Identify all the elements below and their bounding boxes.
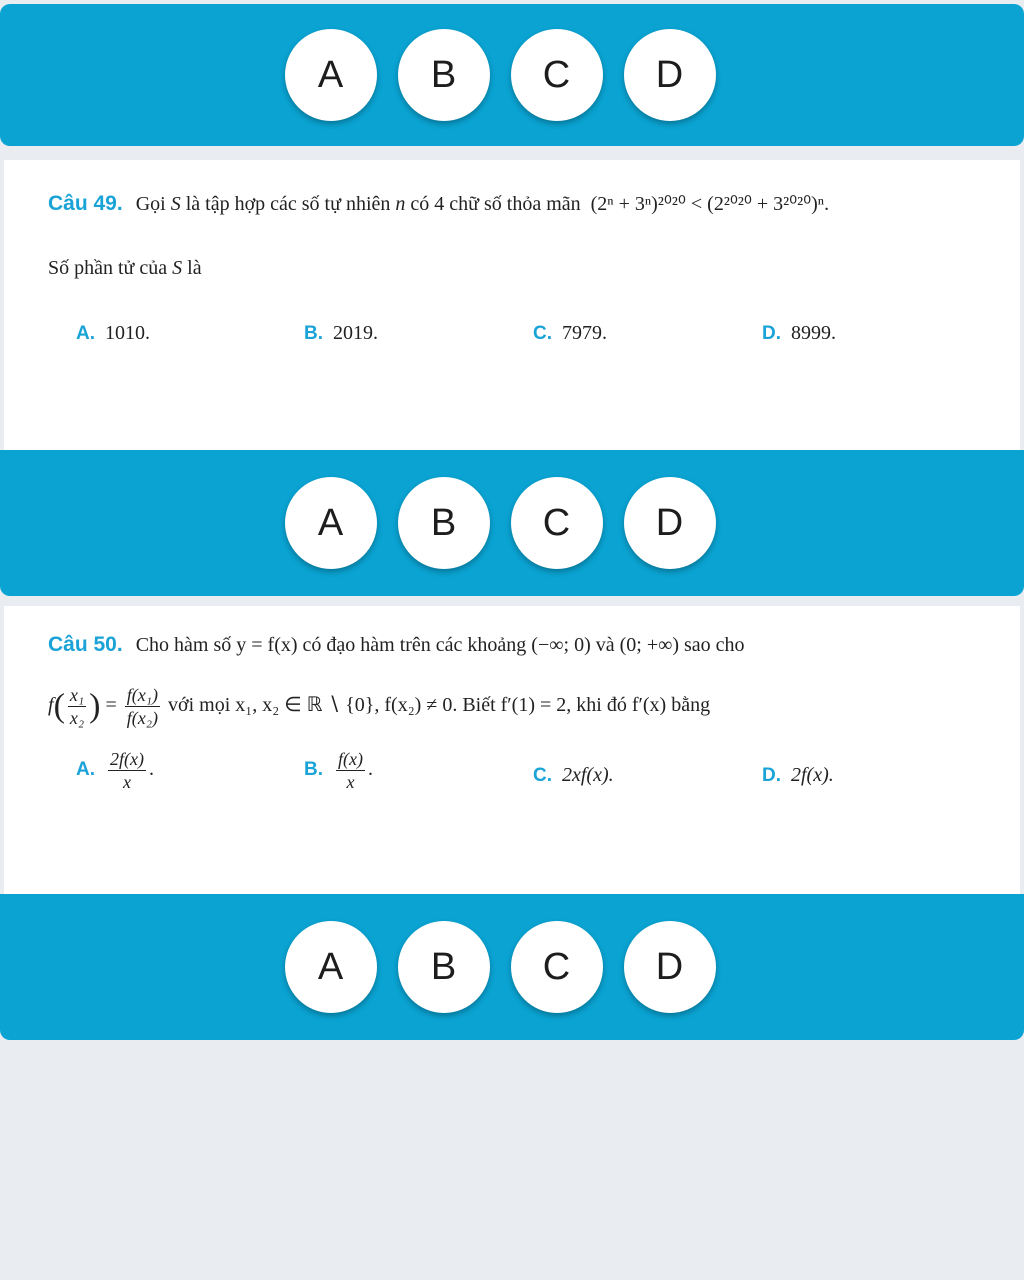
option-label: B. [304,759,323,781]
choice-b-button[interactable]: B [398,477,490,569]
option-label: C. [533,323,552,344]
choice-c-button[interactable]: C [511,477,603,569]
option-b [304,322,378,345]
math-var: S [170,193,181,215]
option-label: D. [762,765,781,786]
question-text: Cho hàm số y = f(x) có đạo hàm trên các khoảng (−∞; 0) và (0; +∞) sao cho [135,634,745,656]
option-value: 8999. [791,322,836,344]
option-label: A. [76,323,95,344]
choice-d-button[interactable]: D [624,29,716,121]
question-text: có 4 chữ số thỏa mãn [410,193,581,215]
question-number: Câu 49. [48,192,123,215]
math-sign: < [690,193,703,215]
option-b: B. $\frac{f(x)}{x}$ . [304,749,373,792]
choice-b-button[interactable]: B [398,921,490,1013]
math-var: S [172,257,183,279]
option-value: 2019. [333,322,378,344]
answer-band-2 [0,450,1024,596]
math-var: n [395,193,406,215]
answer-band-1 [0,4,1024,146]
option-label: C. [533,765,552,786]
question-number: Câu 50. [48,633,123,656]
choice-c-button[interactable]: C [511,29,603,121]
choice-b-button[interactable]: B [398,29,490,121]
choice-d-button[interactable]: D [624,921,716,1013]
question-text: là [187,257,202,279]
question-text: Gọi [135,193,166,215]
option-label: D. [762,323,781,344]
question-49-line-1 [48,191,829,216]
option-c [533,322,607,345]
choice-a-button[interactable]: A [285,921,377,1013]
math-fraction: $\frac{2f(x)}{x}$ [110,749,144,792]
math-fraction: $\frac{\text{f(x₁)}}{\text{f(x₂)}}$ [126,685,158,728]
option-a: A. $\frac{2f(x)}{x}$ . [76,749,154,792]
choice-a-button[interactable]: A [285,29,377,121]
option-value: 7979. [562,322,607,344]
math-expression: (2²⁰²⁰ + 3²⁰²⁰)ⁿ. [707,193,830,215]
option-value: 1010. [105,322,150,344]
choice-d-button[interactable]: D [624,477,716,569]
question-text: với mọi x₁, x₂ ∈ ℝ ∖ {0}, f(x₂) ≠ 0. Biết f′(1) = 2, khi đó f′(x) bằng [168,694,711,717]
option-label: A. [76,759,95,781]
option-value: 2xf(x). [562,764,614,786]
answer-band-3 [0,894,1024,1040]
question-50-line-2: f( $\frac{\text{x₁}}{\text{x₂}}$ ) = $\frac{\text{f(x₁)}}{\text{f(x₂)}}$ với mọi x₁, x₂ ∈ ℝ ∖ {0}, f(x₂) ≠ 0. Biết f′(1) = 2, khi đó f′(x) bằng [48,685,711,728]
option-value: 2f(x). [791,764,834,786]
option-c [533,764,614,787]
choice-c-button[interactable]: C [511,921,603,1013]
choice-a-button[interactable]: A [285,477,377,569]
option-d [762,764,834,787]
question-49-line-2 [48,257,202,280]
math-fraction: $\frac{f(x)}{x}$ [338,749,363,792]
math-expression: (2ⁿ + 3ⁿ)²⁰²⁰ [590,193,686,215]
question-50-line-1 [48,633,745,657]
option-d [762,322,836,345]
math-fraction: $\frac{\text{x₁}}{\text{x₂}}$ [69,685,85,728]
option-label: B. [304,323,323,344]
question-text: là tập hợp các số tự nhiên [185,193,391,215]
option-a [76,322,150,345]
question-text: Số phần tử của [48,257,168,279]
